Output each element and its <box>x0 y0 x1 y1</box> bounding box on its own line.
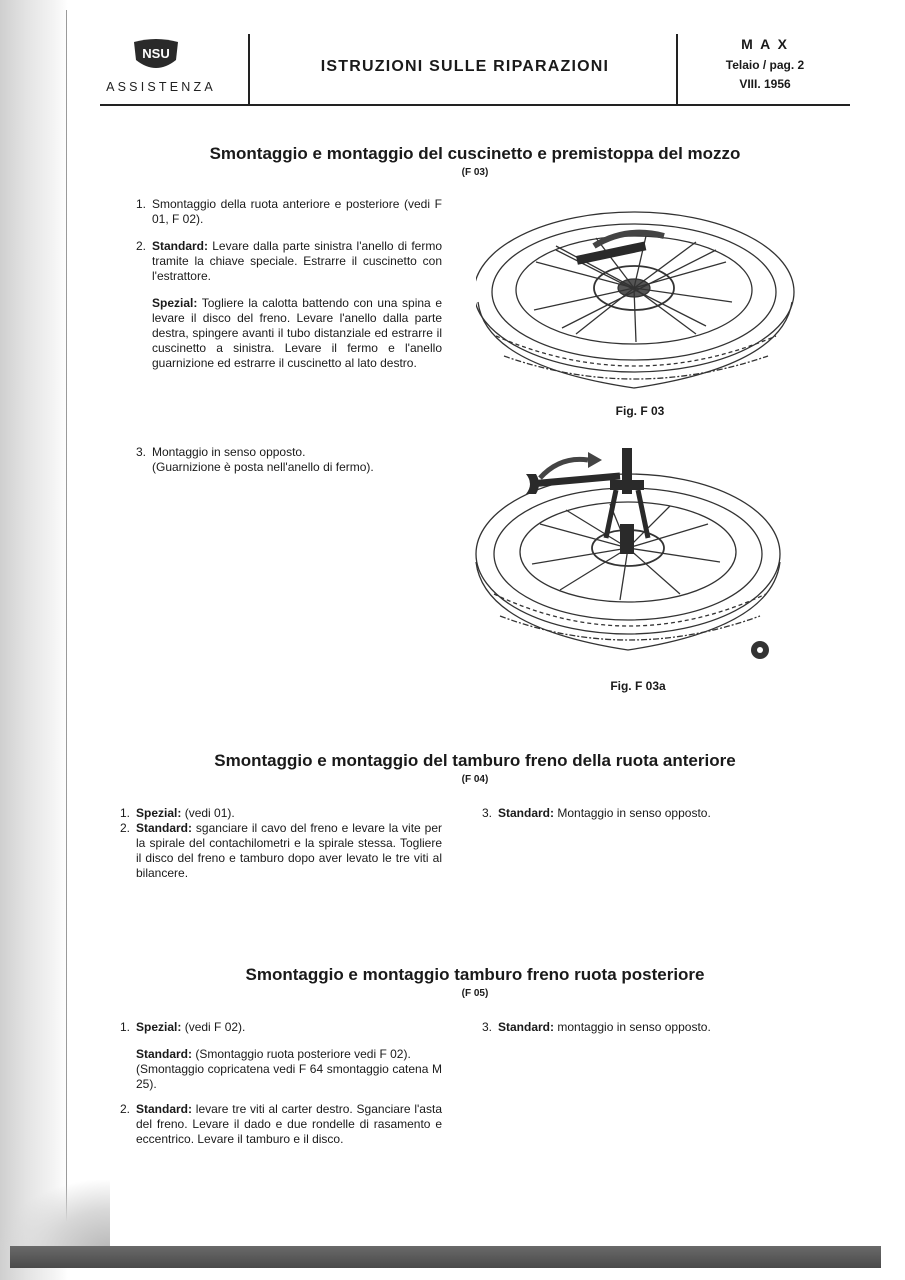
page-curl-shadow <box>0 1180 110 1250</box>
section3-item-1: 1. Spezial: (vedi F 02). <box>120 1020 246 1034</box>
section2-text-left <box>120 806 442 881</box>
section1-code: (F 03) <box>461 167 489 178</box>
section3-item-1-standard: Standard: (Smontaggio ruota posteriore vedi F 02). (Smontaggio copricatena vedi F 64 smontaggio catena M 25). <box>136 1047 442 1091</box>
section3-item-3: 3. Standard: montaggio in senso opposto. <box>482 1020 711 1034</box>
section3-item-2: 2. Standard: levare tre viti al carter destro. Sganciare l'asta del freno. Levare il dado e due rondelle di rasamento e eccentrico. Levare il tamburo e il disco. <box>120 1102 442 1146</box>
section3-text-left <box>120 1020 442 1147</box>
header-rule <box>100 104 850 106</box>
header-title: ISTRUZIONI SULLE RIPARAZIONI <box>320 58 610 75</box>
section2-title: Smontaggio e montaggio del tamburo freno della ruota anteriore <box>214 751 736 770</box>
fig-f03a-caption: Fig. F 03a <box>610 679 666 693</box>
section1-item-2-spezial: Spezial: Togliere la calotta battendo con una spina e levare il disco del freno. Levare l'anello dalla parte destra, spingere avanti il tubo distanziale ed estrarre il cuscinetto a sinistra. Levare il fermo e l'anello guarnizione ed estrarre il cuscinetto al lato destro. <box>152 296 442 370</box>
header-info <box>690 36 840 91</box>
fig-f03a-wheel-illustration <box>470 444 800 671</box>
issue-date: VIII. 1956 <box>739 77 791 91</box>
scanner-edge-band <box>10 1246 881 1268</box>
section3-code: (F 05) <box>461 988 489 999</box>
section2-item-2: 2. Standard: sganciare il cavo del freno e levare la vite per la spirale del contachilometri e la spirale stessa. Togliere il disco del freno e tamburo dopo aver levato le tre viti al bilancere. <box>120 821 442 880</box>
page-edge-line <box>66 10 67 1230</box>
nsu-logo <box>130 36 182 76</box>
section1-item-3: 3. Montaggio in senso opposto. (Guarnizione è posta nell'anello di fermo). <box>136 445 374 474</box>
model-name: M A X <box>741 36 789 52</box>
header-divider-left <box>248 34 250 104</box>
fig-f03-caption: Fig. F 03 <box>615 404 665 418</box>
book-spine-shadow <box>0 0 68 1280</box>
section2-code: (F 04) <box>461 774 489 785</box>
page-ref: Telaio / pag. 2 <box>725 58 805 72</box>
fig-f03-wheel-illustration <box>476 206 806 407</box>
section1-title: Smontaggio e montaggio del cuscinetto e premistoppa del mozzo <box>209 144 741 163</box>
section3-title: Smontaggio e montaggio tamburo freno ruota posteriore <box>245 965 705 984</box>
section1-item-1: 1. Smontaggio della ruota anteriore e posteriore (vedi F 01, F 02). <box>136 197 442 226</box>
header-divider-right <box>676 34 678 104</box>
service-label: ASSISTENZA <box>106 80 216 94</box>
section2-item-1: 1. Spezial: (vedi 01). <box>120 806 235 820</box>
section1-text <box>136 197 442 371</box>
logo-brand: NSU <box>142 46 170 61</box>
section2-item-3: 3. Standard: Montaggio in senso opposto. <box>482 806 711 820</box>
section1-item-2: 2. Standard: Levare dalla parte sinistra l'anello di fermo tramite la chiave speciale. Estrarre il cuscinetto con l'estrattore. <box>136 239 442 283</box>
